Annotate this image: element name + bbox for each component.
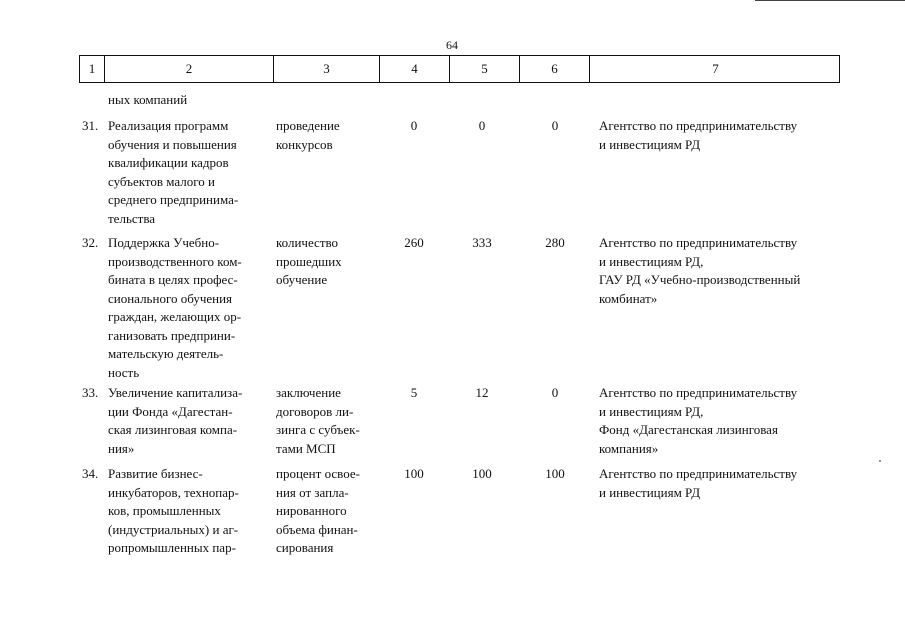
value-cell: 100 xyxy=(545,466,565,481)
executor-text: Агентство по предпринимательству и инвестициям РД, Фонд «Дагестанская лизинговая компания» xyxy=(599,385,798,456)
header-cell: 6 xyxy=(519,56,589,82)
indicator-text: процент освое- ния от запла- нированного объема финан- сирования xyxy=(276,466,360,555)
value-cell: 0 xyxy=(551,118,559,133)
indicator-text: количество прошедших обучение xyxy=(276,235,342,287)
row-number: 33. xyxy=(82,385,99,400)
value-cell: 100 xyxy=(404,466,424,481)
measure-name: Увеличение капитализа- ции Фонда «Дагестан- ская лизинговая компа- ния» xyxy=(108,385,243,456)
executor-text: Агентство по предпринимательству и инвестициям РД xyxy=(599,118,798,152)
value-cell: 280 xyxy=(545,235,565,250)
header-cell: 3 xyxy=(273,56,379,82)
header-cell: 4 xyxy=(379,56,449,82)
page-number: 64 xyxy=(446,38,458,52)
value-cell: 12 xyxy=(475,385,489,400)
row-number: 31. xyxy=(82,118,99,133)
header-cell: 5 xyxy=(449,56,519,82)
header-cell: 2 xyxy=(104,56,273,82)
row-number: 32. xyxy=(82,235,99,250)
executor-text: Агентство по предпринимательству и инвестициям РД, ГАУ РД «Учебно-производственный комбинат» xyxy=(599,235,801,306)
executor-text: Агентство по предпринимательству и инвестициям РД xyxy=(599,466,798,500)
value-cell: 0 xyxy=(551,385,559,400)
header-cell: 1 xyxy=(88,61,96,76)
measure-name: Поддержка Учебно- производственного ком- бината в целях профес- сионального обучения граждан, желающих ор- ганизовать предприни- мательскую деятель- ность xyxy=(108,235,242,380)
row-number: 34. xyxy=(82,466,99,481)
indicator-text: проведение конкурсов xyxy=(276,118,340,152)
value-cell: 5 xyxy=(410,385,418,400)
scan-speck xyxy=(879,460,881,462)
header-cell: 7 xyxy=(589,56,841,82)
value-cell: 0 xyxy=(478,118,486,133)
value-cell: 260 xyxy=(404,235,424,250)
table-header-row xyxy=(79,55,840,83)
measure-name: Развитие бизнес- инкубаторов, технопар- ков, промышленных (индустриальных) и аг- ропромышленных пар- xyxy=(108,466,239,555)
measure-name: Реализация программ обучения и повышения квалификации кадров субъектов малого и среднего предпринима- тельства xyxy=(108,118,239,226)
value-cell: 0 xyxy=(410,118,418,133)
value-cell: 100 xyxy=(472,466,492,481)
scan-edge-line xyxy=(755,0,905,1)
indicator-text: заключение договоров ли- зинга с субъек- тами МСП xyxy=(276,385,360,456)
value-cell: 333 xyxy=(472,235,492,250)
carryover-text: ных компаний xyxy=(108,92,188,107)
